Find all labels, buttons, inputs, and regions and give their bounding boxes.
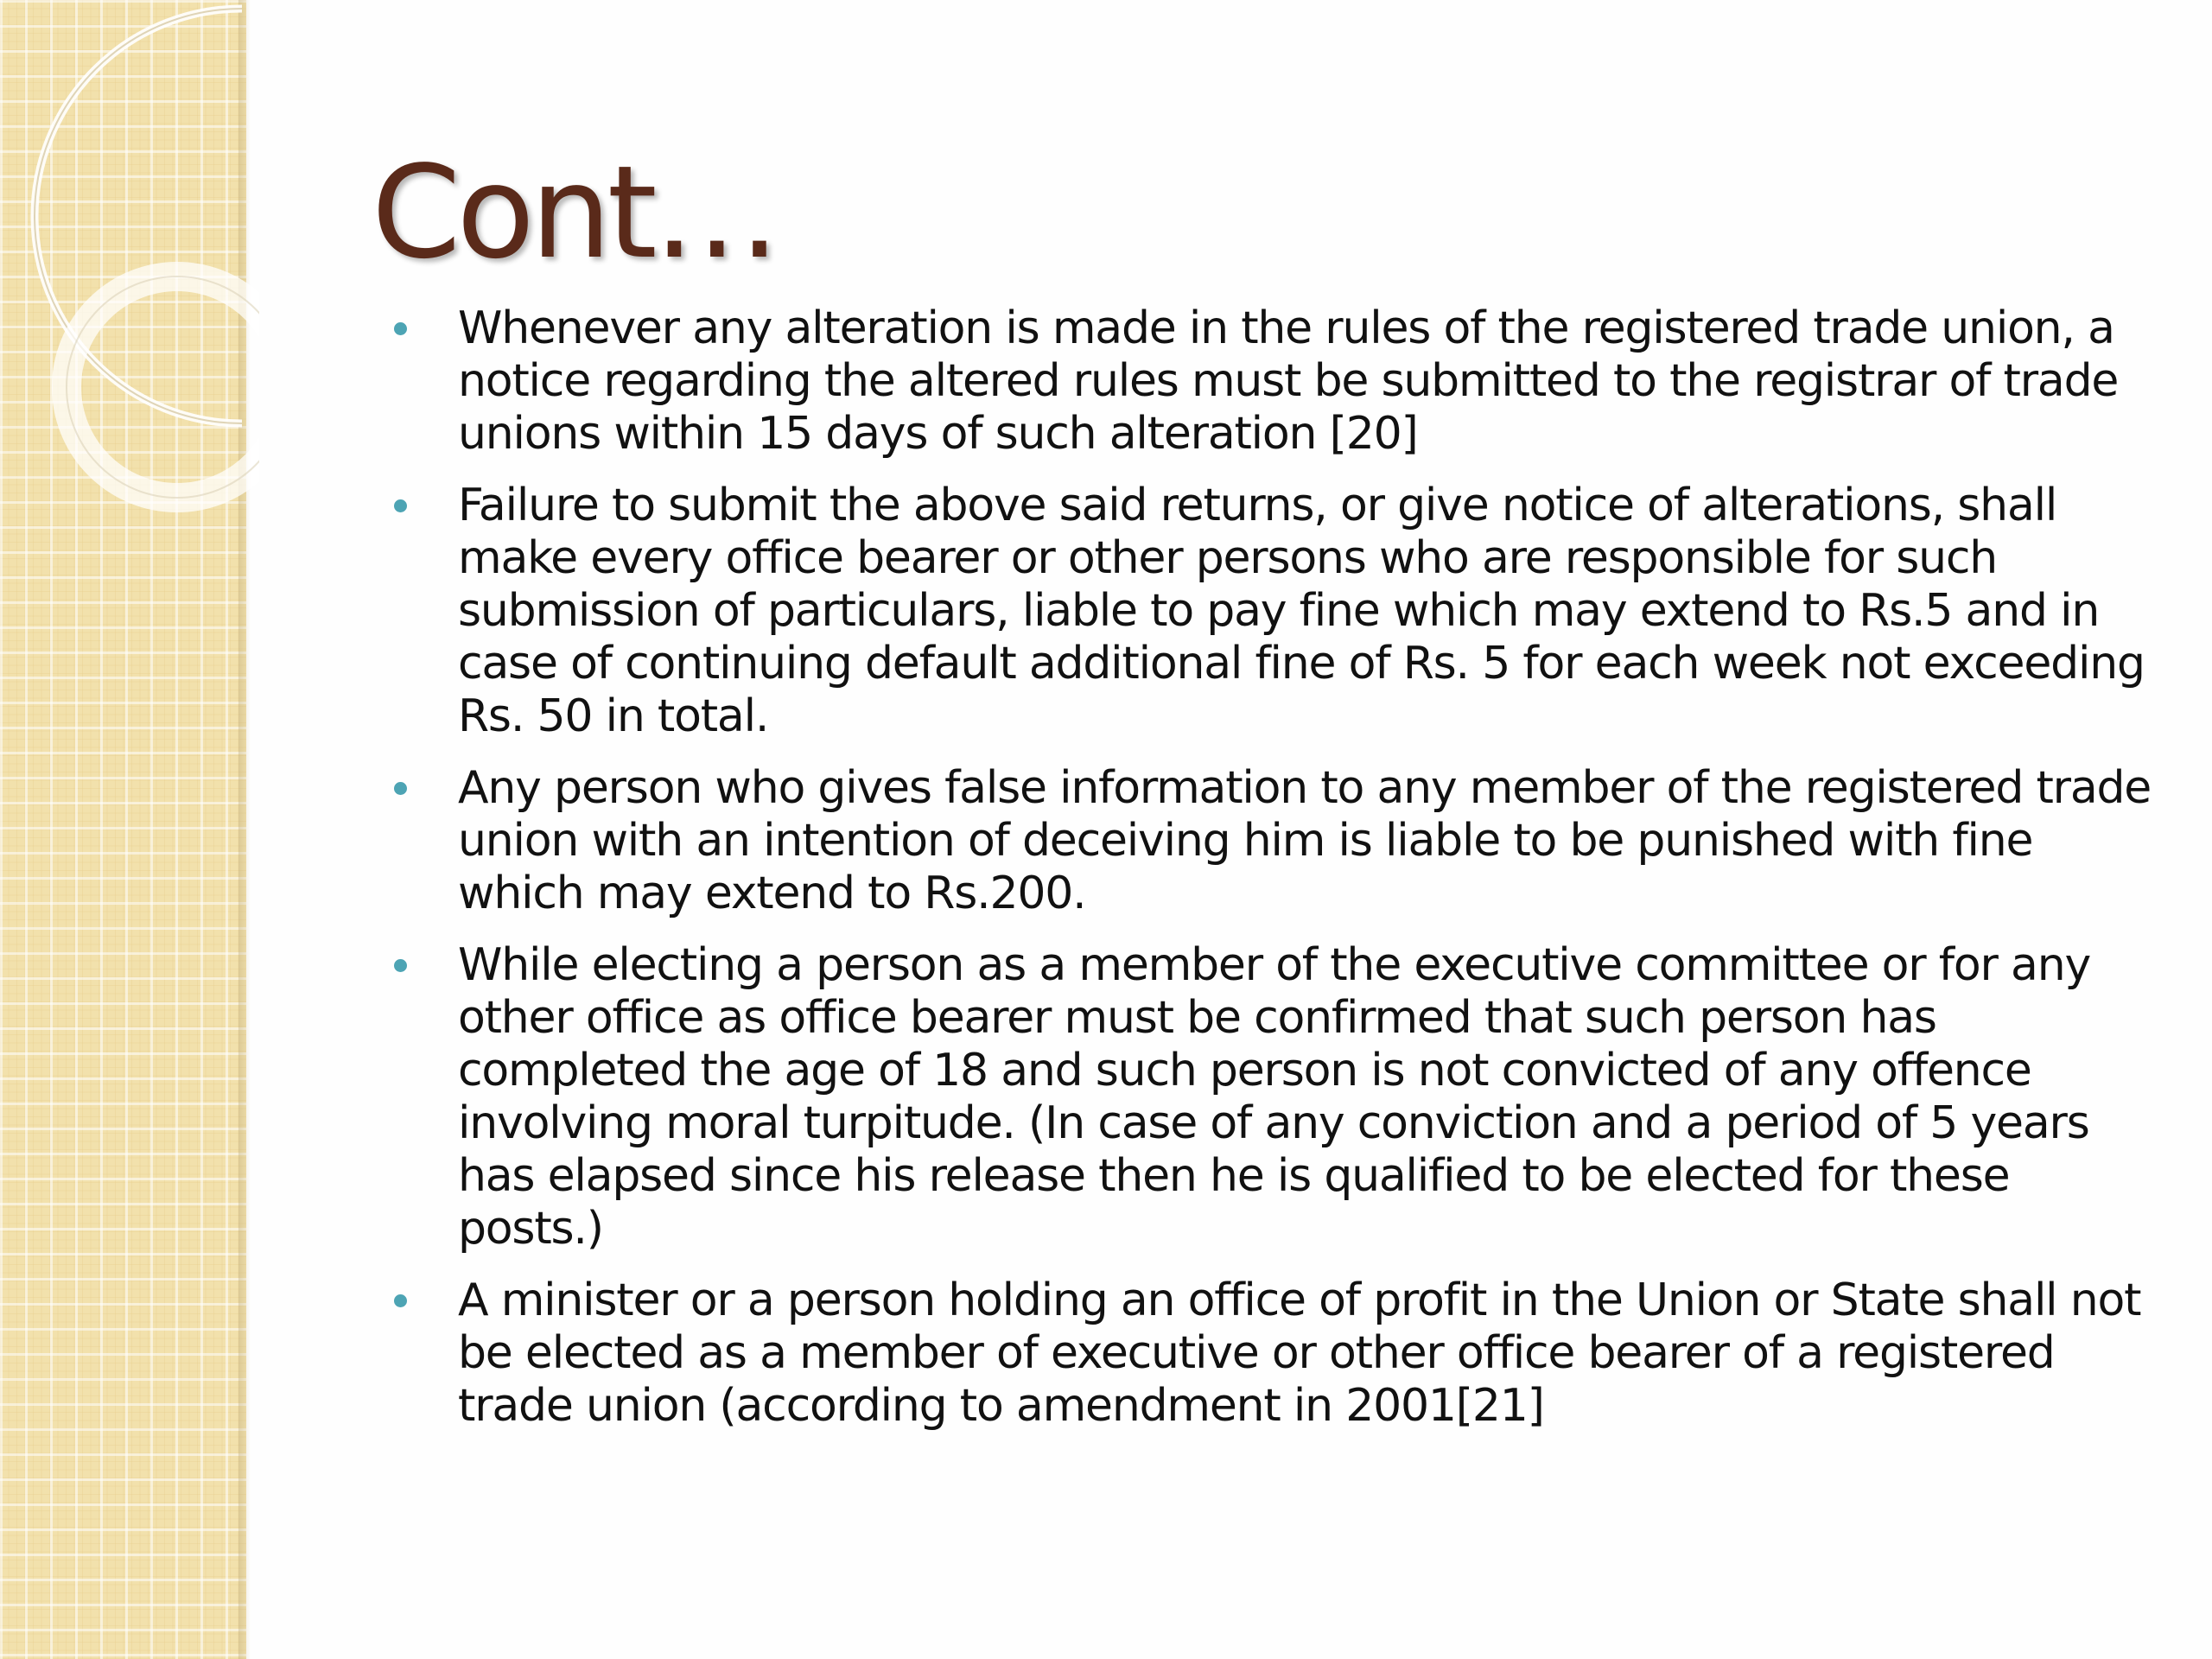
- slide-title: Cont…: [372, 138, 777, 287]
- bullet-text: Any person who gives false information to any member of the registered trade union with an intention of deceiving him is liable to be punished with fine which may extend to Rs.200.: [458, 762, 2152, 919]
- bullet-item: [458, 939, 2152, 1255]
- bullet-dot-icon: [394, 959, 407, 972]
- bullet-item: [458, 302, 2152, 461]
- bullet-dot-icon: [394, 782, 407, 795]
- bullet-item: [458, 480, 2152, 743]
- decorative-rings: [0, 0, 259, 553]
- bullet-item: [458, 1274, 2152, 1433]
- bullet-text: While electing a person as a member of the executive committee or for any other office as office bearer must be confirmed that such person has completed the age of 18 and such person is not convicted of any offence involving moral turpitude. (In case of any conviction and a period of 5 years has elapsed since his release then he is qualified to be elected for these posts.): [458, 939, 2091, 1255]
- bullet-dot-icon: [394, 322, 407, 335]
- bullet-dot-icon: [394, 499, 407, 512]
- bullet-item: [458, 762, 2152, 920]
- bullet-text: A minister or a person holding an office of profit in the Union or State shall not be elected as a member of executive or other office bearer of a registered trade union (according to amendment in 2001[21]: [458, 1274, 2141, 1432]
- bullet-text: Failure to submit the above said returns, or give notice of alterations, shall make every office bearer or other persons who are responsible for such submission of particulars, liable to pay fine which may extend to Rs.5 and in case of continuing default additional fine of Rs. 5 for each week not exceeding Rs. 50 in total.: [458, 480, 2145, 742]
- bullet-dot-icon: [394, 1294, 407, 1307]
- bullet-list: [458, 302, 2152, 1452]
- bullet-text: Whenever any alteration is made in the rules of the registered trade union, a notice regarding the altered rules must be submitted to the registrar of trade unions within 15 days of such alteration [20]: [458, 302, 2119, 460]
